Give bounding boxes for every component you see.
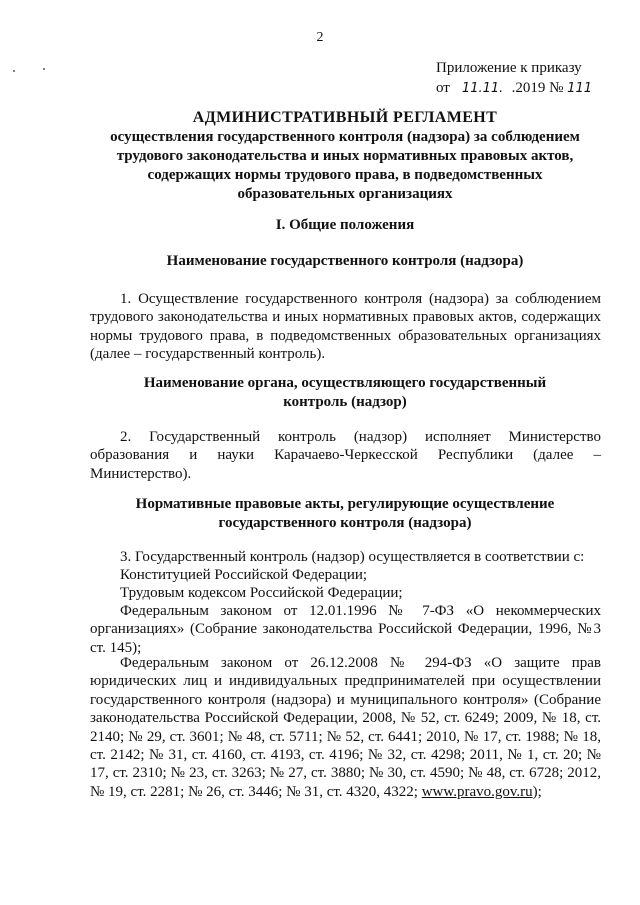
law-reference: Федеральным законом от 12.01.1996 № 7-ФЗ «О некоммерческих организациях» (Собрание законодательства Российской Федерации, 1996, №3 ст. 145); <box>90 603 601 656</box>
heading-line: Нормативные правовые акты, регулирующие осуществление <box>135 496 555 512</box>
handwritten-number: 111 <box>567 81 592 96</box>
scan-speck <box>43 68 45 70</box>
paragraph-3-intro: 3. Государственный контроль (надзор) осуществляется в соответствии с: <box>120 549 585 565</box>
paragraph-1: 1. Осуществление государственного контроля (надзора) за соблюдением трудового законодательства и иных нормативных правовых актов, содержащих нормы трудового права, в подведомственных образовательных организациях (далее – государственный контроль). <box>90 291 601 363</box>
appendix-date-line <box>436 78 592 99</box>
heading-line: государственного контроля (надзора) <box>218 515 472 531</box>
subsection-heading <box>90 495 600 533</box>
page-number: 2 <box>316 30 324 45</box>
appendix-note <box>436 58 592 99</box>
paragraph-2: 2. Государственный контроль (надзор) исполняет Министерство образования и науки Карачаево-Черкесской Республики (далее – Министерство). <box>90 429 601 482</box>
document-title <box>80 108 610 204</box>
title-subtitle-line: содержащих нормы трудового права, в подведомственных <box>147 167 543 183</box>
section-heading: I. Общие положения <box>275 217 415 233</box>
title-main: АДМИНИСТРАТИВНЫЙ РЕГЛАМЕНТ <box>192 109 498 126</box>
scan-speck <box>13 70 15 72</box>
subsection-heading: Наименование государственного контроля (надзора) <box>166 253 524 269</box>
appendix-year: .2019 № <box>511 80 564 96</box>
subsection-heading <box>90 374 600 412</box>
list-item: Трудовым кодексом Российской Федерации; <box>120 585 403 601</box>
appendix-prefix: от <box>436 80 450 96</box>
law-end: ); <box>532 783 542 800</box>
pravo-gov-link[interactable]: www.pravo.gov.ru <box>421 783 533 800</box>
heading-line: контроль (надзор) <box>283 394 407 410</box>
list-item: Конституцией Российской Федерации; <box>120 567 368 583</box>
law-reference <box>90 654 601 801</box>
appendix-line: Приложение к приказу <box>436 60 582 76</box>
law-text: Федеральным законом от 26.12.2008 № 294-ФЗ «О защите прав юридических лиц и индивидуальных предпринимателей при осуществлении государственного контроля (надзора) и муниципального контроля» (Собрание законодательства Российской Федерации, 2008, № 52, ст. 6249; 2009, № 18, ст. 2140; № 29, ст. 3601; № 48, ст. 5711; № 52, ст. 6441; 2010, № 17, ст. 1988; № 18, ст. 2142; № 31, ст. 4160, ст. 4193, ст. 4196; № 32, ст. 4298; 2011, № 1, ст. 20; № 17, ст. 2310; № 23, ст. 3263; № 27, ст. 3880; № 30, ст. 4590; № 48, ст. 6728; 2012, № 19, ст. 2281; № 26, ст. 3446; № 31, ст. 4320, 4322; <box>90 655 601 800</box>
title-subtitle-line: образовательных организациях <box>237 186 453 202</box>
handwritten-date: 11.11. <box>461 81 504 96</box>
title-subtitle-line: трудового законодательства и иных нормативных правовых актов, <box>116 148 574 164</box>
title-subtitle-line: осуществления государственного контроля (надзора) за соблюдением <box>110 129 580 145</box>
heading-line: Наименование органа, осуществляющего государственный <box>143 375 547 391</box>
